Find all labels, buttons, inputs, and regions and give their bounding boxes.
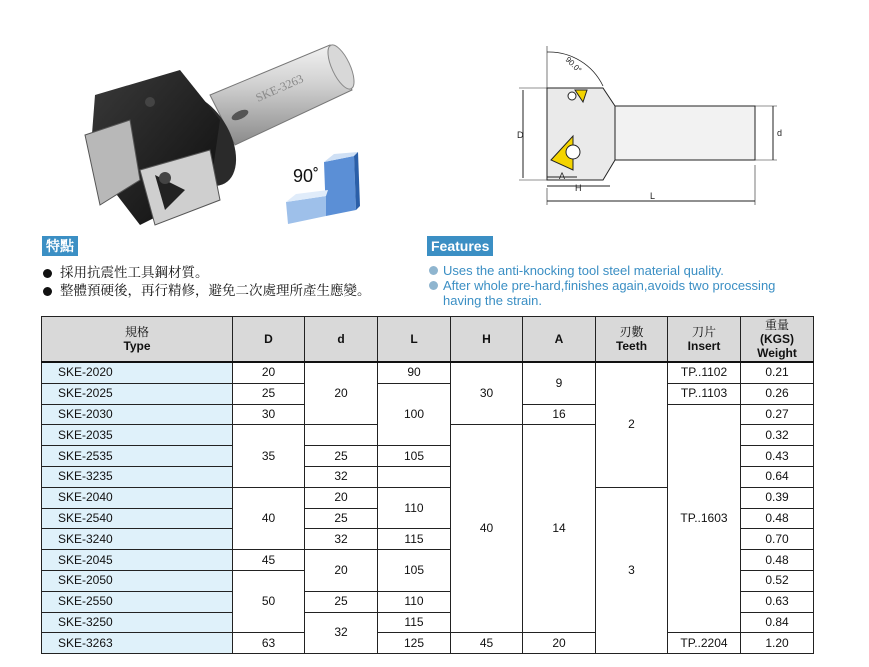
drawing-A-label: A — [559, 171, 566, 181]
bullet-icon — [43, 269, 52, 278]
d-cell: 20 — [305, 487, 378, 508]
header-H: H — [451, 317, 523, 363]
weight-cell: 0.26 — [741, 383, 814, 404]
D-cell: 50 — [233, 570, 305, 632]
D-cell: 45 — [233, 550, 305, 571]
L-cell: 90 — [378, 362, 451, 383]
header-type: 規格 Type — [42, 317, 233, 363]
type-cell: SKE-3235 — [42, 466, 233, 487]
weight-cell: 0.48 — [741, 550, 814, 571]
features-en-badge: Features — [427, 236, 493, 256]
header-weight: 重量 (KGS) Weight — [741, 317, 814, 363]
A-cell: 20 — [523, 633, 596, 654]
weight-cell: 0.32 — [741, 425, 814, 446]
bullet-icon — [429, 266, 438, 275]
A-cell: 14 — [523, 425, 596, 633]
L-cell: 105 — [378, 446, 451, 467]
D-cell: 63 — [233, 633, 305, 654]
header-A: A — [523, 317, 596, 363]
d-cell: 32 — [305, 612, 378, 654]
bullet-icon — [429, 281, 438, 290]
drawing-angle-label: 90.0° — [563, 55, 584, 75]
L-cell: 110 — [378, 591, 451, 612]
L-cell: 110 — [378, 487, 451, 529]
D-cell: 25 — [233, 383, 305, 404]
type-cell: SKE-2540 — [42, 508, 233, 529]
L-cell: 100 — [378, 383, 451, 445]
features-cn-list — [42, 264, 371, 300]
angle-90-illustration — [282, 152, 362, 232]
weight-cell: 0.21 — [741, 362, 814, 383]
weight-cell: 0.48 — [741, 508, 814, 529]
insert-cell: TP..1603 — [668, 404, 741, 633]
L-cell: 125 — [378, 633, 451, 654]
d-cell: 25 — [305, 508, 378, 529]
type-cell: SKE-3250 — [42, 612, 233, 633]
H-cell: 40 — [451, 425, 523, 633]
spec-table — [41, 316, 814, 654]
drawing-d-label: d — [777, 128, 783, 138]
d-cell: 20 — [305, 362, 378, 425]
type-cell: SKE-3263 — [42, 633, 233, 654]
weight-cell: 1.20 — [741, 633, 814, 654]
bullet-icon — [43, 287, 52, 296]
table-header-row — [42, 317, 814, 363]
weight-cell: 0.64 — [741, 466, 814, 487]
features-cn-badge: 特點 — [42, 236, 78, 256]
A-cell: 16 — [523, 404, 596, 425]
A-cell: 9 — [523, 362, 596, 404]
d-cell: 32 — [305, 466, 378, 487]
list-item — [42, 264, 371, 282]
L-cell: 115 — [378, 612, 451, 633]
type-cell: SKE-2030 — [42, 404, 233, 425]
weight-cell: 0.39 — [741, 487, 814, 508]
L-cell — [378, 466, 451, 487]
type-cell: SKE-2045 — [42, 550, 233, 571]
weight-cell: 0.63 — [741, 591, 814, 612]
L-cell: 105 — [378, 550, 451, 592]
d-cell: 25 — [305, 446, 378, 467]
weight-cell: 0.84 — [741, 612, 814, 633]
d-cell: 20 — [305, 550, 378, 592]
type-cell: SKE-2535 — [42, 446, 233, 467]
d-cell: 32 — [305, 529, 378, 550]
insert-cell: TP..2204 — [668, 633, 741, 654]
header-D: D — [233, 317, 305, 363]
feature-text: 採用抗震性工具鋼材質。 — [60, 265, 209, 280]
type-cell: SKE-2020 — [42, 362, 233, 383]
list-item — [428, 278, 808, 308]
weight-cell: 0.27 — [741, 404, 814, 425]
L-cell: 115 — [378, 529, 451, 550]
D-cell: 30 — [233, 404, 305, 425]
header-d: d — [305, 317, 378, 363]
teeth-cell: 3 — [596, 487, 668, 653]
H-cell: 30 — [451, 362, 523, 425]
feature-text: Uses the anti-knocking tool steel material quality. — [443, 263, 724, 278]
table-row — [42, 383, 814, 404]
drawing-H-label: H — [575, 183, 582, 193]
type-cell: SKE-3240 — [42, 529, 233, 550]
weight-cell: 0.43 — [741, 446, 814, 467]
table-row — [42, 362, 814, 383]
table-row — [42, 633, 814, 654]
type-cell: SKE-2040 — [42, 487, 233, 508]
H-cell: 45 — [451, 633, 523, 654]
header-L: L — [378, 317, 451, 363]
weight-cell: 0.70 — [741, 529, 814, 550]
insert-cell: TP..1103 — [668, 383, 741, 404]
header-teeth: 刃數 Teeth — [596, 317, 668, 363]
type-cell: SKE-2050 — [42, 570, 233, 591]
d-cell — [305, 425, 378, 446]
shank-engraving: SKE-3263 — [253, 71, 306, 105]
insert-cell: TP..1102 — [668, 362, 741, 383]
type-cell: SKE-2035 — [42, 425, 233, 446]
weight-cell: 0.52 — [741, 570, 814, 591]
type-cell: SKE-2025 — [42, 383, 233, 404]
features-en-list — [428, 263, 808, 308]
d-cell: 25 — [305, 591, 378, 612]
D-cell: 20 — [233, 362, 305, 383]
header-insert: 刀片 Insert — [668, 317, 741, 363]
type-cell: SKE-2550 — [42, 591, 233, 612]
list-item — [428, 263, 808, 278]
feature-text: After whole pre-hard,finishes again,avoids two processing having the strain. — [443, 278, 776, 308]
drawing-D-label: D — [517, 130, 524, 140]
feature-text: 整體預硬後，再行精修，避免二次處理所產生應變。 — [60, 283, 371, 298]
teeth-cell: 2 — [596, 362, 668, 487]
D-cell: 35 — [233, 425, 305, 487]
technical-drawing — [515, 40, 805, 210]
list-item — [42, 282, 371, 300]
angle-90-label: 90˚ — [293, 166, 320, 186]
D-cell: 40 — [233, 487, 305, 549]
drawing-L-label: L — [650, 191, 656, 201]
